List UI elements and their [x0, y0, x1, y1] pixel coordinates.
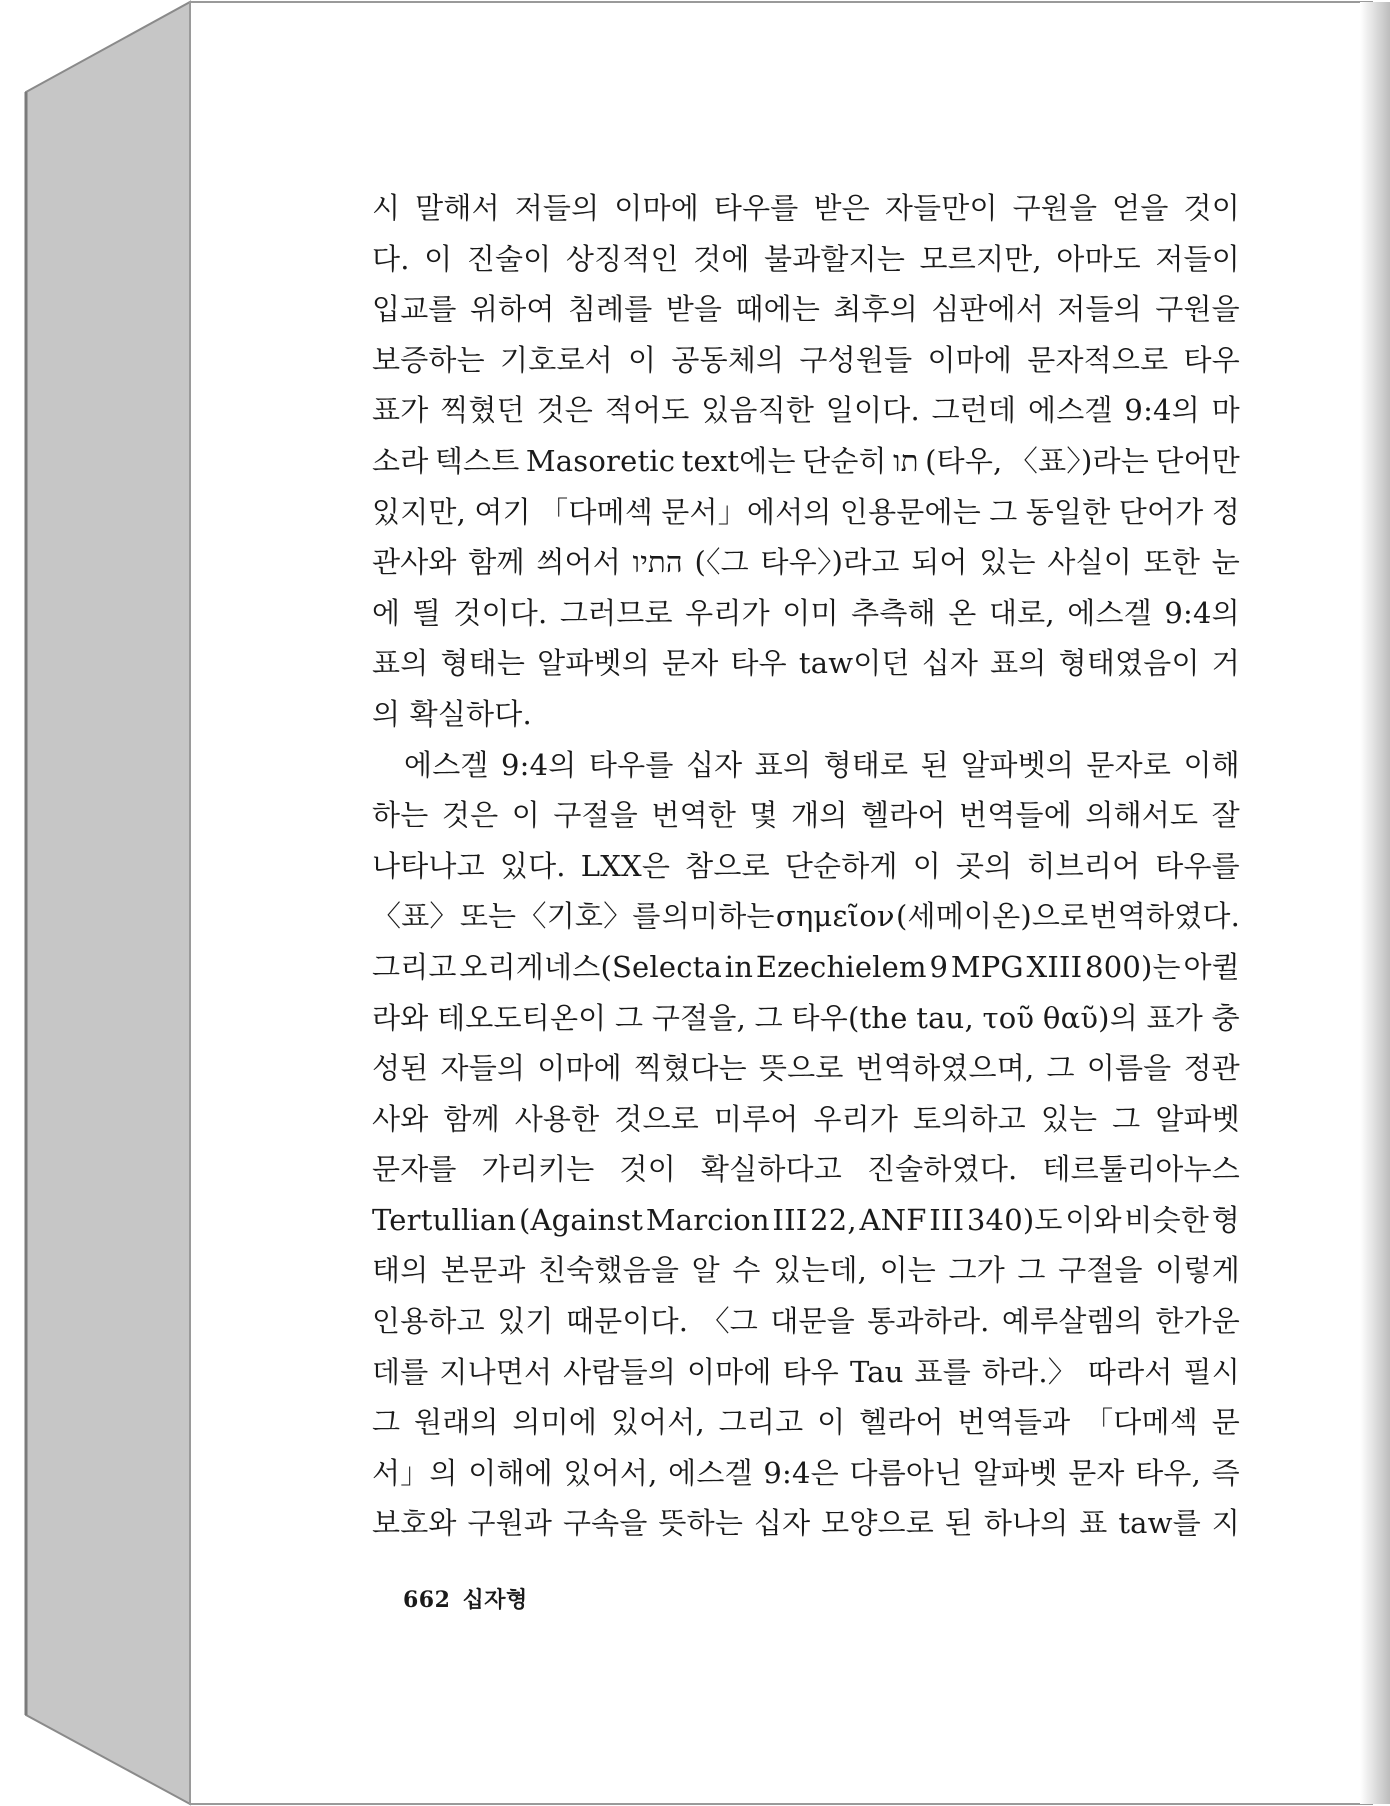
word: 9 — [929, 949, 949, 984]
word: 이마에 — [686, 1354, 772, 1389]
text-line — [372, 942, 1240, 993]
word: 또한 — [1143, 545, 1201, 580]
word: 에스겔 — [1028, 393, 1113, 428]
text-line — [372, 335, 1240, 386]
word: 형태는 — [440, 646, 526, 681]
word: 있음직한 — [701, 393, 815, 428]
word: 정 — [1211, 494, 1240, 529]
text-line — [372, 436, 1240, 487]
word: 타우 — [730, 646, 787, 681]
word: 진술하였다. — [866, 1152, 1018, 1187]
word: 타우〉)라고 — [760, 545, 900, 580]
text-line — [372, 234, 1240, 285]
word: 거 — [1211, 646, 1240, 681]
word: 있는 — [979, 545, 1036, 580]
word: 띌 — [412, 595, 441, 630]
word: 알파벳 — [972, 1455, 1058, 1490]
word: 알파벳 — [1155, 1101, 1240, 1136]
word: 그 — [372, 1405, 401, 1440]
word: 때에는 — [735, 292, 821, 327]
word: τοῦ — [982, 1000, 1035, 1035]
word: 이 — [912, 848, 941, 883]
word: 십자 — [753, 1506, 811, 1541]
text-line — [372, 1296, 1240, 1347]
word: 사용한 — [514, 1101, 600, 1136]
word: 9:4의 — [501, 747, 577, 782]
word: 헬라어 — [861, 798, 946, 833]
word: 구속을 — [562, 1506, 648, 1541]
word: MPG — [950, 949, 1024, 984]
word: 받은 — [813, 191, 870, 225]
word: 형 — [1211, 1202, 1240, 1237]
text-line — [372, 588, 1240, 639]
word: 우리가 — [813, 1101, 899, 1136]
word: 상징적인 — [565, 241, 679, 276]
word: 위하여 — [469, 292, 555, 327]
word: 문자 — [1068, 1455, 1125, 1490]
word: 시 — [372, 191, 401, 225]
word: 22, — [810, 1202, 857, 1237]
word: 것은 — [536, 393, 594, 428]
word: 함께 — [443, 1101, 500, 1136]
word: 한가운 — [1155, 1304, 1240, 1339]
text-line — [372, 891, 1240, 942]
word: in — [724, 949, 754, 984]
word: 인용하고 — [372, 1304, 485, 1339]
word: 문자적으로 — [1027, 342, 1169, 377]
word: 여기 — [474, 494, 531, 529]
word: 서」의 — [372, 1455, 458, 1490]
word: 그 — [1112, 1101, 1141, 1136]
word: 보호와 — [372, 1506, 457, 1541]
word: 이해에 — [468, 1455, 553, 1490]
word: 것은 — [441, 798, 499, 833]
word: 통과하라. — [867, 1304, 990, 1339]
word: 십자 — [921, 646, 979, 681]
word: 다. — [372, 241, 410, 276]
word: 문자 — [662, 646, 719, 681]
word: 되어 — [911, 545, 968, 580]
word: Tau — [849, 1354, 904, 1389]
word: 〈기호〉를 — [517, 899, 661, 934]
word: 그리고 — [718, 1405, 804, 1440]
word: 헬라어 — [859, 1405, 944, 1440]
word: 것에 — [693, 241, 750, 276]
word: 보증하는 — [372, 342, 485, 377]
word: XIII — [1026, 949, 1083, 984]
word: 9:4의 — [1164, 595, 1240, 630]
word: 그 — [1046, 1051, 1075, 1086]
word: 십자 — [685, 747, 743, 782]
word: 그 — [1017, 1253, 1046, 1288]
word: 토의하고 — [913, 1101, 1026, 1136]
word: 번역하였다. — [1089, 899, 1240, 934]
text-line — [372, 1094, 1240, 1145]
word: 알파벳의 — [537, 646, 650, 681]
word: 것으로 — [614, 1101, 699, 1136]
text-line — [372, 993, 1240, 1044]
word: 알 — [691, 1253, 720, 1288]
word: 있는데, — [773, 1253, 868, 1288]
word: 자들만이 — [884, 191, 998, 225]
word: התיו — [632, 545, 683, 580]
word: 불과할지는 — [764, 241, 906, 276]
word: 함께 — [468, 545, 525, 580]
text-line — [372, 1245, 1240, 1296]
word: 단순하게 — [784, 848, 898, 883]
word: 비슷한 — [1124, 1202, 1210, 1237]
word: 구원을 — [1012, 191, 1098, 225]
word: 340)도 — [966, 1202, 1063, 1237]
word: 이름을 — [1086, 1051, 1172, 1086]
word: 의해서도 — [1085, 798, 1199, 833]
word: 수 — [732, 1253, 761, 1288]
word: 구원과 — [467, 1506, 553, 1541]
word: 번역하였으며, — [855, 1051, 1035, 1086]
word: 「다메섹 — [1084, 1405, 1198, 1440]
word: 형태로 — [823, 747, 909, 782]
word: taw이던 — [798, 646, 910, 681]
word: 하라.〉 — [981, 1354, 1077, 1389]
word: 모르지만, — [919, 241, 1042, 276]
word: 태의 — [372, 1253, 429, 1288]
word: 성된 — [372, 1051, 429, 1086]
word: 최후의 — [833, 292, 918, 327]
word: 이 — [511, 798, 540, 833]
word: 9:4의 — [1124, 393, 1200, 428]
word: 그 — [615, 1000, 644, 1035]
word: 〈그 — [700, 1304, 758, 1339]
word: 히브리어 — [1027, 848, 1141, 883]
word: 아마도 — [1056, 241, 1141, 276]
word: taw를 — [1118, 1506, 1201, 1541]
text-line — [372, 638, 1240, 689]
word: 그러므로 — [559, 595, 673, 630]
word: 것이 — [1183, 191, 1240, 225]
word: 정관 — [1183, 1051, 1240, 1086]
word: 형태였음이 — [1058, 646, 1200, 681]
word: 타우를 — [1155, 848, 1240, 883]
word: 타우를 — [713, 191, 799, 225]
word: (세메이온)으로 — [895, 899, 1089, 934]
text-line — [372, 790, 1240, 841]
word: 9:4은 — [763, 1455, 839, 1490]
word: 이미 — [782, 595, 839, 630]
word: 된 — [944, 1506, 974, 1541]
word: 대문을 — [770, 1304, 855, 1339]
word: 저들의 — [514, 191, 600, 225]
word: 오리게네스(Selecta — [459, 949, 723, 984]
word: 표 — [1079, 1506, 1108, 1541]
word: 이마에 — [537, 1051, 622, 1086]
book-spine — [26, 2, 190, 1804]
word: 번역한 — [651, 798, 737, 833]
word: ANF — [859, 1202, 927, 1237]
word: Ezechielem — [755, 949, 927, 984]
text-line — [372, 1498, 1240, 1549]
word: 온 — [948, 595, 977, 630]
word: 참으로 — [685, 848, 770, 883]
page-body — [372, 183, 1240, 1549]
word: 데를 — [372, 1354, 429, 1389]
word: 관사와 — [372, 545, 457, 580]
word: 〈표〉 — [372, 899, 459, 934]
text-line — [372, 1448, 1240, 1499]
word: III — [929, 1202, 965, 1237]
word: 표의 — [372, 646, 429, 681]
word: 이해 — [1183, 747, 1240, 782]
word: 대로, — [988, 595, 1055, 630]
word: 입교를 — [372, 292, 457, 327]
word: 타우 — [1183, 342, 1240, 377]
word: 필시 — [1183, 1354, 1240, 1389]
word: 이렇게 — [1155, 1253, 1240, 1288]
word: 다름아닌 — [849, 1455, 963, 1490]
word: 에 — [372, 595, 401, 630]
word: 확실하다고 — [700, 1152, 842, 1187]
text-line: 의 확실하다. — [372, 696, 532, 731]
word: 문자로 — [1086, 747, 1172, 782]
word: 단어가 — [1118, 494, 1204, 529]
word: 그 — [754, 1000, 783, 1035]
word: 구절을, — [651, 1000, 746, 1035]
text-line — [372, 1397, 1240, 1448]
word: 그리고 — [372, 949, 457, 984]
word: 있다. — [499, 848, 566, 883]
word: 받을 — [665, 292, 723, 327]
text-line — [372, 1347, 1240, 1398]
word: 저들이 — [1155, 241, 1240, 276]
word: 우리가 — [685, 595, 770, 630]
text-line — [372, 740, 1240, 791]
word: 잘 — [1211, 798, 1240, 833]
word: text에는 — [681, 443, 796, 478]
word: 있기 — [497, 1304, 554, 1339]
word: 이와 — [1065, 1202, 1122, 1237]
word: 구절을 — [1058, 1253, 1143, 1288]
word: 이는 — [879, 1253, 937, 1288]
word: 본문과 — [440, 1253, 526, 1288]
word: 알파벳의 — [961, 747, 1075, 782]
word: 추측해 — [851, 595, 936, 630]
word: 단순히 — [802, 443, 887, 478]
word: 씌어서 — [536, 545, 621, 580]
word: 기호로서 — [500, 342, 613, 377]
word: Tertullian — [372, 1202, 517, 1237]
word: 사람들의 — [563, 1354, 677, 1389]
text-line — [372, 1195, 1240, 1246]
word: 이 — [424, 241, 453, 276]
word: 충 — [1211, 1000, 1240, 1035]
word: 그런데 — [931, 393, 1017, 428]
word: 뜻하는 — [658, 1506, 744, 1541]
text-line — [372, 284, 1240, 335]
word: 미루어 — [713, 1101, 799, 1136]
word: θαῦ)의 — [1042, 1000, 1138, 1035]
word: 하는 — [372, 798, 429, 833]
word: 구원을 — [1155, 292, 1240, 327]
word: 자들의 — [440, 1051, 526, 1086]
word: 의미에 — [512, 1405, 598, 1440]
word: 문서」에서의 — [661, 494, 832, 529]
word: 단어만 — [1155, 443, 1240, 478]
word: 타우 — [782, 1354, 839, 1389]
word: 사와 — [372, 1101, 429, 1136]
word: III — [772, 1202, 808, 1237]
word: 타우, — [1135, 1455, 1202, 1490]
word: 또는 — [459, 899, 517, 934]
word: 지나면서 — [439, 1354, 553, 1389]
word: (〈그 — [694, 545, 749, 580]
word: 에스겔 — [668, 1455, 753, 1490]
word: LXX은 — [580, 848, 671, 883]
word: 800)는 — [1085, 949, 1181, 984]
word: 심판에서 — [931, 292, 1045, 327]
word: תו — [893, 443, 919, 478]
word: 찍혔다는 — [633, 1051, 747, 1086]
word: (Against — [518, 1202, 644, 1237]
word: tau, — [916, 1000, 974, 1035]
word: 소라 — [372, 443, 429, 478]
word: σημεῖον — [775, 899, 895, 934]
word: 이 — [817, 1405, 846, 1440]
word: 말해서 — [415, 191, 500, 225]
word: 텍스트 — [434, 443, 520, 478]
word: 때문이다. — [565, 1304, 689, 1339]
word: 이마에 — [614, 191, 699, 225]
text-line — [372, 385, 1240, 436]
word: 찍혔던 — [440, 393, 525, 428]
word: 친숙했음을 — [538, 1253, 680, 1288]
word: 에스겔 — [404, 747, 489, 782]
word: 테오도티온이 — [437, 1000, 607, 1035]
word: (타우, — [925, 443, 1003, 478]
word: 문자를 — [372, 1152, 457, 1187]
running-title: 십자형 — [462, 1587, 528, 1613]
word: 이 — [628, 342, 657, 377]
word: 그 — [989, 494, 1018, 529]
word: 개의 — [791, 798, 848, 833]
word: 타우(the — [791, 1000, 908, 1035]
word: 있어서, — [610, 1405, 705, 1440]
word: 있는 — [1040, 1101, 1098, 1136]
word: 「다메섹 — [539, 494, 653, 529]
word: 표가 — [1146, 1000, 1204, 1035]
word: 곳의 — [955, 848, 1013, 883]
word: 모양으로 — [821, 1506, 934, 1541]
word: 〈표〉)라는 — [1008, 443, 1149, 478]
word: 하나의 — [983, 1506, 1069, 1541]
word: 마 — [1211, 393, 1240, 428]
text-line — [372, 1043, 1240, 1094]
word: 번역들과 — [957, 1405, 1071, 1440]
page-footer — [403, 1583, 540, 1614]
word: 저들의 — [1057, 292, 1142, 327]
word: 지 — [1211, 1506, 1240, 1541]
word: 에스겔 — [1067, 595, 1152, 630]
word: 원래의 — [413, 1405, 499, 1440]
word: 적어도 — [604, 393, 690, 428]
word: 구절을 — [553, 798, 639, 833]
word: 번역들에 — [959, 798, 1072, 833]
word: 라와 — [372, 1000, 429, 1035]
word: 침례를 — [567, 292, 653, 327]
text-line — [372, 537, 1240, 588]
word: 얻을 — [1112, 191, 1169, 225]
word: 것이다. — [453, 595, 548, 630]
word: 것이 — [619, 1152, 676, 1187]
word: 표의 — [990, 646, 1047, 681]
word: 의미하는 — [661, 899, 775, 934]
word: 타우를 — [588, 747, 674, 782]
word: 문 — [1211, 1405, 1240, 1440]
word: 공동체의 — [671, 342, 785, 377]
word: 몇 — [749, 798, 778, 833]
word: 뜻으로 — [758, 1051, 844, 1086]
word: 동일한 — [1025, 494, 1111, 529]
word: 사실이 — [1047, 545, 1132, 580]
word: 그가 — [948, 1253, 1005, 1288]
word: 표가 — [372, 393, 429, 428]
text-line — [372, 841, 1240, 892]
word: 있어서, — [563, 1455, 658, 1490]
text-line — [372, 487, 1240, 538]
text-line — [372, 183, 1240, 234]
word: 따라서 — [1087, 1354, 1173, 1389]
word: 눈 — [1211, 545, 1240, 580]
word: Marcion — [645, 1202, 770, 1237]
word: 표를 — [914, 1354, 971, 1389]
word: 구성원들 — [799, 342, 913, 377]
word: 테르툴리아누스 — [1042, 1152, 1240, 1187]
word: 된 — [920, 747, 949, 782]
word: Masoretic — [525, 443, 676, 478]
word: 일이다. — [825, 393, 920, 428]
word: 이마에 — [927, 342, 1013, 377]
word: 표의 — [754, 747, 812, 782]
word: 가리키는 — [481, 1152, 595, 1187]
page-number: 662 — [403, 1587, 451, 1613]
word: 있지만, — [372, 494, 467, 529]
word: 나타나고 — [372, 848, 485, 883]
text-line — [372, 1144, 1240, 1195]
word: 아퀼 — [1183, 949, 1240, 984]
word: 진술이 — [466, 241, 552, 276]
word: 예루살렘의 — [1001, 1304, 1143, 1339]
word: 인용문에는 — [839, 494, 981, 529]
word: 즉 — [1211, 1455, 1240, 1490]
